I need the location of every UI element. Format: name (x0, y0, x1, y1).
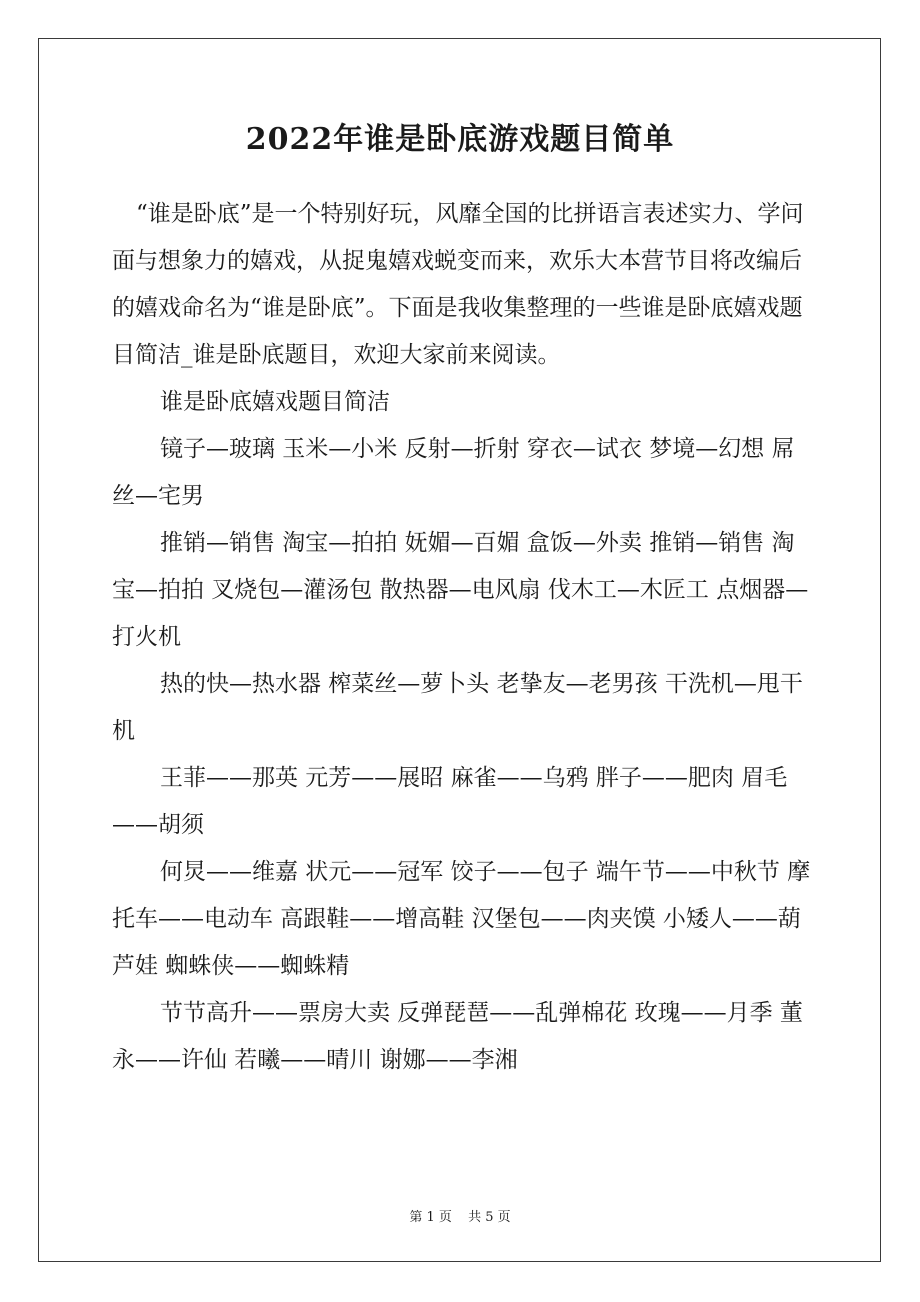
word-pairs-paragraph-6: 节节高升——票房大卖 反弹琵琶——乱弹棉花 玫瑰——月季 董永——许仙 若曦——晴川 谢娜——李湘 (112, 1000, 803, 1073)
word-pairs-paragraph-1: 镜子—玻璃 玉米—小米 反射—折射 穿衣—试衣 梦境—幻想 屌丝—宅男 (112, 436, 795, 509)
intro-paragraph: “谁是卧底”是一个特别好玩，风靡全国的比拼语言表述实力、学问面与想象力的嬉戏，从捉鬼嬉戏蜕变而来，欢乐大本营节目将改编后的嬉戏命名为“谁是卧底”。下面是我收集整理的一些谁是卧底嬉戏题目简洁_谁是卧底题目，欢迎大家前来阅读。 (112, 201, 804, 368)
word-pairs-paragraph-2: 推销—销售 淘宝—拍拍 妩媚—百媚 盒饭—外卖 推销—销售 淘宝—拍拍 叉烧包—灌汤包 散热器—电风扇 伐木工—木匠工 点烟器—打火机 (112, 530, 809, 650)
document-title: 2022年谁是卧底游戏题目简单 (245, 122, 675, 157)
document-body (112, 191, 814, 1084)
page-footer (0, 1206, 920, 1225)
word-pairs-paragraph-3: 热的快—热水器 榨菜丝—萝卜头 老挚友—老男孩 干洗机—甩干机 (112, 671, 803, 744)
section-heading: 谁是卧底嬉戏题目简洁 (160, 389, 390, 415)
page-number: 第 1 页 (409, 1210, 452, 1225)
word-pairs-paragraph-5: 何炅——维嘉 状元——冠军 饺子——包子 端午节——中秋节 摩托车——电动车 高跟鞋——增高鞋 汉堡包——肉夹馍 小矮人——葫芦娃 蜘蛛侠——蜘蛛精 (112, 859, 811, 979)
word-pairs-paragraph-4: 王菲——那英 元芳——展昭 麻雀——乌鸦 胖子——肥肉 眉毛——胡须 (112, 765, 788, 838)
page-total: 共 5 页 (468, 1210, 511, 1225)
